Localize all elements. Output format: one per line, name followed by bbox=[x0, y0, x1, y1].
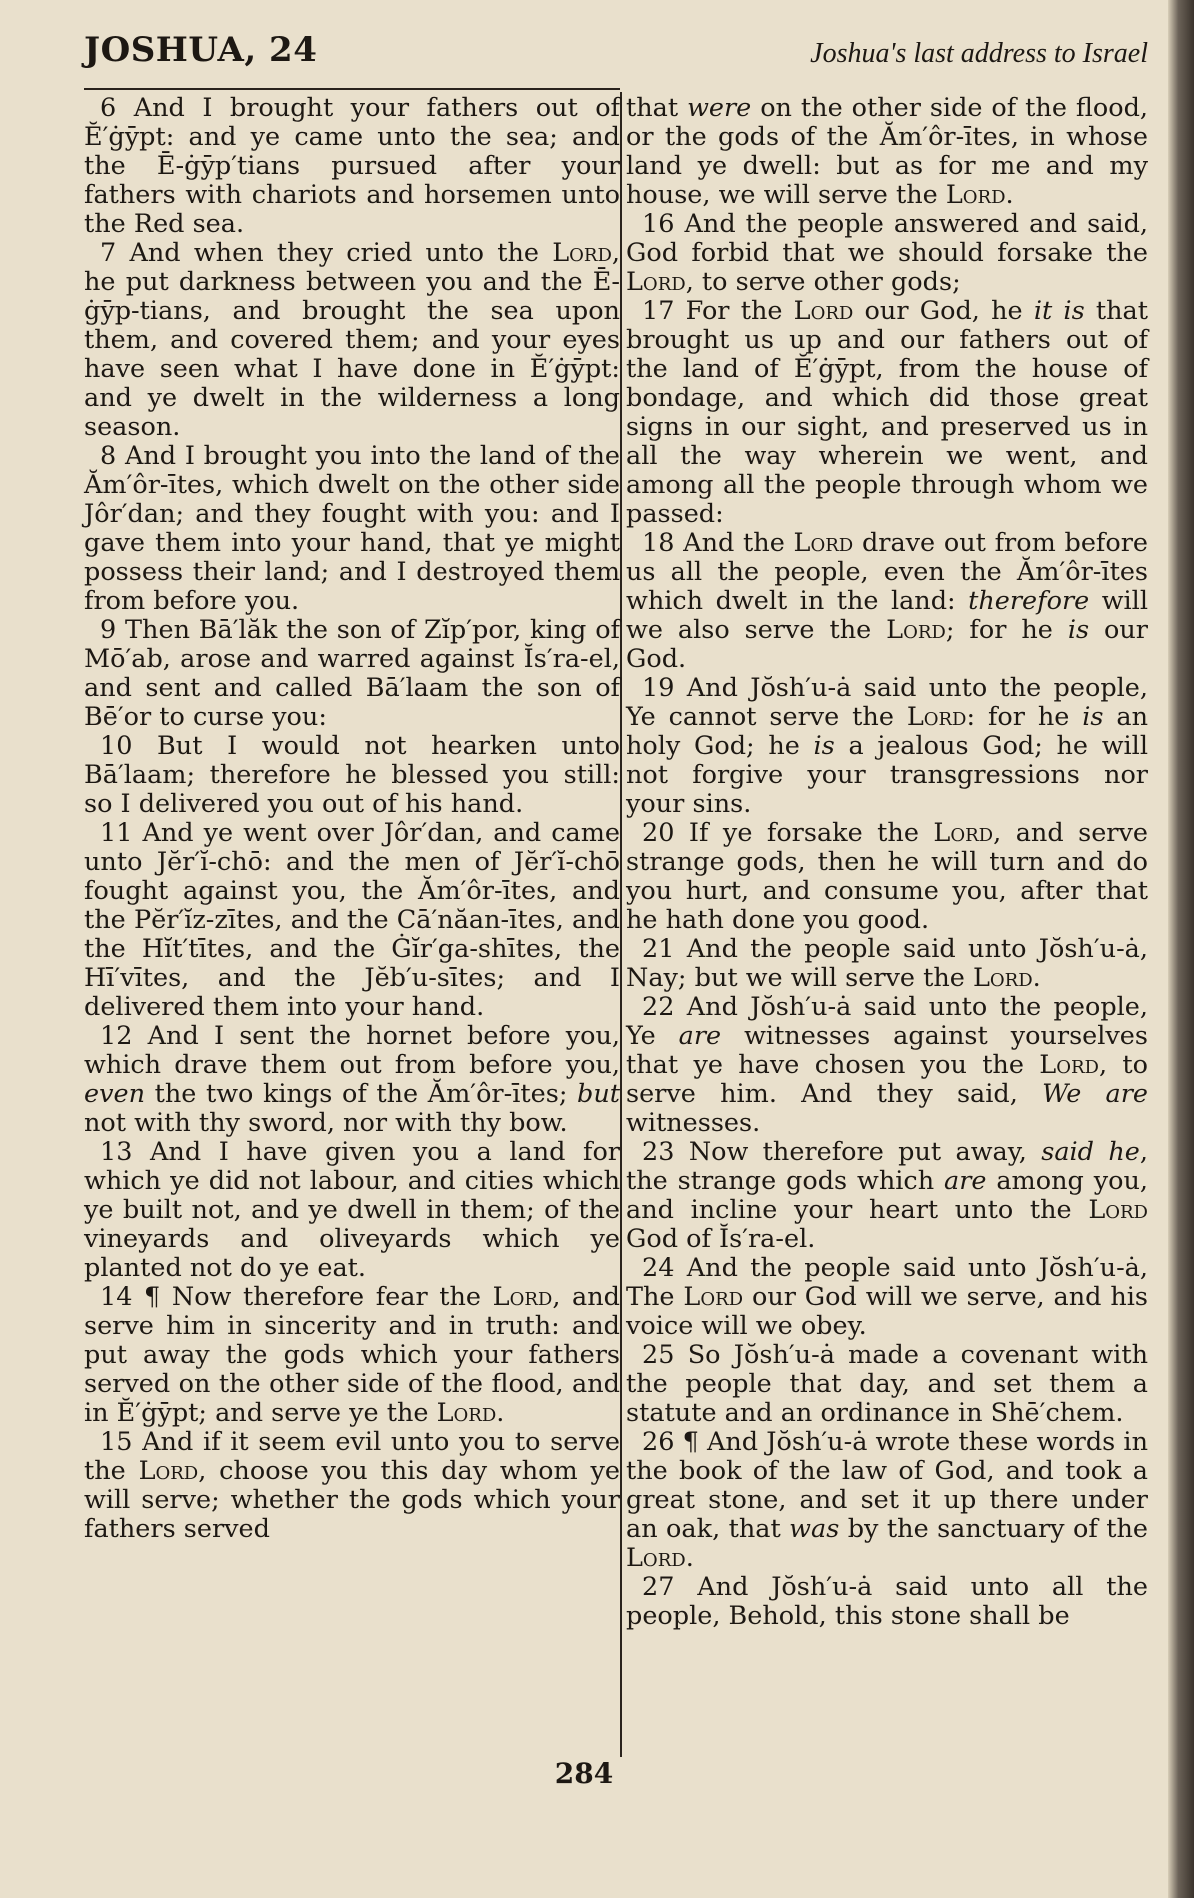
running-title: Joshua's last address to Israel bbox=[810, 38, 1148, 69]
verse-15: 15 And if it seem evil unto you to serve the Lord, choose you this day whom ye will serve; whether the gods which your fathers served bbox=[84, 1427, 620, 1544]
verse-21: 21 And the people said unto Jŏsh′u-ȧ, Nay; but we will serve the Lord. bbox=[626, 934, 1148, 993]
book-spine-shadow bbox=[1168, 0, 1194, 1898]
verse-24: 24 And the people said unto Jŏsh′u-ȧ, The Lord our God will we serve, and his voice will we obey. bbox=[626, 1253, 1148, 1341]
verse-15-continued: that were on the other side of the flood, or the gods of the Ăm′ôr-ītes, in whose land ye dwell: but as for me and my house, we will serve the Lord. bbox=[626, 93, 1148, 210]
verse-23: 23 Now therefore put away, said he, the strange gods which are among you, and incline your heart unto the Lord God of Ĭs′ra-el. bbox=[626, 1137, 1148, 1254]
verse-25: 25 So Jŏsh′u-ȧ made a covenant with the people that day, and set them a statute and an ordinance in Shē′chem. bbox=[626, 1340, 1148, 1428]
chapter-heading: JOSHUA, 24 bbox=[84, 30, 318, 70]
verse-17: 17 For the Lord our God, he it is that brought us up and our fathers out of the land of Ĕ′ġȳpt, from the house of bondage, and which did those great signs in our sight, and preserved us in all the way wherein we went, and among all the people through whom we passed: bbox=[626, 296, 1148, 529]
verse-8: 8 And I brought you into the land of the Ăm′ôr-ītes, which dwelt on the other side Jôr′dan; and they fought with you: and I gave them into your hand, that ye might possess their land; and I destroyed them from before you. bbox=[84, 441, 620, 616]
verse-16: 16 And the people answered and said, God forbid that we should forsake the Lord, to serve other gods; bbox=[626, 209, 1148, 297]
page-number: 284 bbox=[554, 1757, 614, 1790]
verse-11: 11 And ye went over Jôr′dan, and came unto Jĕr′ĭ-chō: and the men of Jĕr′ĭ-chō fought against you, the Ăm′ôr-ītes, and the Pĕr′ĭz-zītes, and the Cā′năan-ītes, and the Hĭt′tītes, and the Ġĭr′ga-shītes, the Hī′vītes, and the Jĕb′u-sītes; and I delivered them into your hand. bbox=[84, 818, 620, 1022]
header-rule bbox=[84, 88, 620, 90]
right-column bbox=[626, 94, 1148, 1631]
left-column bbox=[84, 94, 620, 1544]
verse-19: 19 And Jŏsh′u-ȧ said unto the people, Ye cannot serve the Lord: for he is an holy God; he is a jealous God; he will not forgive your transgressions nor your sins. bbox=[626, 673, 1149, 819]
verse-12: 12 And I sent the hornet before you, which drave them out from before you, even the two kings of the Ăm′ôr-ītes; but not with thy sword, nor with thy bow. bbox=[84, 1021, 620, 1138]
verse-14: 14 ¶ Now therefore fear the Lord, and serve him in sincerity and in truth: and put away the gods which your fathers served on the other side of the flood, and in Ĕ′ġȳpt; and serve ye the Lord. bbox=[84, 1282, 620, 1428]
verse-7: 7 And when they cried unto the Lord, he put darkness between you and the Ē-ġȳp-tians, and brought the sea upon them, and covered them; and your eyes have seen what I have done in Ĕ′ġȳpt: and ye dwelt in the wilderness a long season. bbox=[84, 238, 620, 442]
verse-26: 26 ¶ And Jŏsh′u-ȧ wrote these words in the book of the law of God, and took a great stone, and set it up there under an oak, that was by the sanctuary of the Lord. bbox=[626, 1427, 1148, 1573]
verse-13: 13 And I have given you a land for which ye did not labour, and cities which ye built not, and ye dwell in them; of the vineyards and oliveyards which ye planted not do ye eat. bbox=[84, 1137, 620, 1283]
verse-10: 10 But I would not hearken unto Bā′laam; therefore he blessed you still: so I delivered you out of his hand. bbox=[84, 731, 620, 819]
verse-27: 27 And Jŏsh′u-ȧ said unto all the people, Behold, this stone shall be bbox=[626, 1572, 1148, 1631]
verse-22: 22 And Jŏsh′u-ȧ said unto the people, Ye are witnesses against yourselves that ye have chosen you the Lord, to serve him. And they said, We are witnesses. bbox=[626, 992, 1148, 1138]
verse-6: 6 And I brought your fathers out of Ĕ′ġȳpt: and ye came unto the sea; and the Ē-ġȳp′tians pursued after your fathers with chariots and horsemen unto the Red sea. bbox=[84, 93, 620, 239]
column-divider bbox=[620, 92, 622, 1757]
verse-18: 18 And the Lord drave out from before us all the people, even the Ăm′ôr-ītes which dwelt in the land: therefore will we also serve the Lord; for he is our God. bbox=[626, 528, 1149, 674]
verse-9: 9 Then Bā′lăk the son of Zĭp′por, king of Mō′ab, arose and warred against Ĭs′ra-el, and sent and called Bā′laam the son of Bē′or to curse you: bbox=[84, 615, 620, 732]
verse-20: 20 If ye forsake the Lord, and serve strange gods, then he will turn and do you hurt, and consume you, after that he hath done you good. bbox=[626, 818, 1148, 935]
